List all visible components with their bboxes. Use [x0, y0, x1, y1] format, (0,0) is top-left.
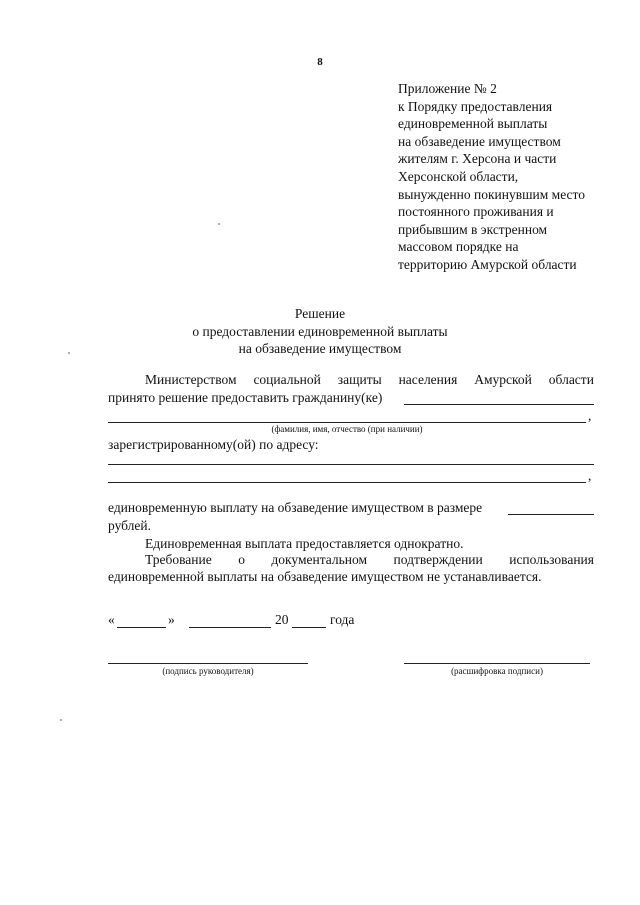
- signature-decoding-caption: (расшифровка подписи): [451, 666, 543, 676]
- requirement-line-1: [145, 551, 594, 569]
- appendix-line: территорию Амурской области: [398, 256, 577, 272]
- date-close-quote: »: [168, 612, 175, 627]
- word: документальном: [271, 552, 368, 567]
- word: Амурской: [474, 372, 532, 387]
- month-field[interactable]: [189, 627, 271, 628]
- scan-speck: [218, 223, 220, 225]
- appendix-line: жителям г. Херсона и части: [398, 151, 557, 167]
- paragraph-1-line-2: принято решение предоставить гражданину(ке): [108, 390, 383, 405]
- appendix-line: Херсонской области,: [398, 168, 519, 184]
- comma: ,: [588, 408, 592, 423]
- page-number: 8: [317, 56, 323, 68]
- appendix-line: на обзаведение имуществом: [398, 133, 561, 149]
- head-signature-caption: (подпись руководителя): [162, 666, 254, 676]
- fio-caption: (фамилия, имя, отчество (при наличии): [271, 424, 423, 434]
- scan-speck: [68, 352, 70, 354]
- word: социальной: [253, 372, 321, 387]
- head-signature-field[interactable]: [108, 663, 308, 664]
- title-line: на обзаведение имуществом: [238, 341, 402, 357]
- citizen-fullname-field[interactable]: [108, 422, 586, 423]
- word: о: [238, 552, 245, 567]
- word: защиты: [337, 372, 382, 387]
- citizen-name-field[interactable]: [404, 404, 594, 405]
- word: населения: [398, 372, 458, 387]
- comma: ,: [588, 468, 592, 483]
- word: подтверждении: [393, 552, 483, 567]
- appendix-line: постоянного проживания и: [398, 204, 554, 220]
- appendix-line: вынужденно покинувшим место: [398, 186, 585, 202]
- year-word: года: [330, 612, 355, 627]
- appendix-line: массовом порядке на: [398, 239, 519, 255]
- appendix-header: [398, 80, 628, 274]
- registered-label: зарегистрированному(ой) по адресу:: [108, 437, 319, 452]
- date-open-quote: «: [108, 612, 115, 627]
- title-line: Решение: [294, 306, 346, 321]
- appendix-line: к Порядку предоставления: [398, 98, 553, 114]
- once-paragraph: Единовременная выплата предоставляется однократно.: [145, 536, 464, 551]
- scan-speck: [60, 719, 62, 721]
- paragraph-1-line-1: [145, 371, 594, 389]
- appendix-line: Приложение № 2: [398, 81, 497, 96]
- day-field[interactable]: [117, 627, 166, 628]
- century-label: 20: [275, 612, 289, 627]
- word: области: [548, 372, 594, 387]
- payment-line: единовременную выплату на обзаведение имуществом в размере: [108, 500, 483, 515]
- title-line: о предоставлении единовременной выплаты: [192, 323, 448, 339]
- requirement-line-2: единовременной выплаты на обзаведение имуществом не устанавливается.: [108, 569, 542, 584]
- rubles-label: рублей.: [108, 518, 152, 533]
- appendix-line: единовременной выплаты: [398, 116, 548, 132]
- appendix-line: прибывшим в экстренном: [398, 221, 548, 237]
- year-field[interactable]: [292, 627, 326, 628]
- amount-field[interactable]: [508, 514, 594, 515]
- word: Министерством: [145, 372, 237, 387]
- address-field-1[interactable]: [108, 464, 594, 465]
- address-field-2[interactable]: [108, 482, 586, 483]
- word: Требование: [145, 552, 212, 567]
- signature-decoding-field[interactable]: [404, 663, 590, 664]
- document-title: [0, 305, 640, 358]
- word: использования: [509, 552, 594, 567]
